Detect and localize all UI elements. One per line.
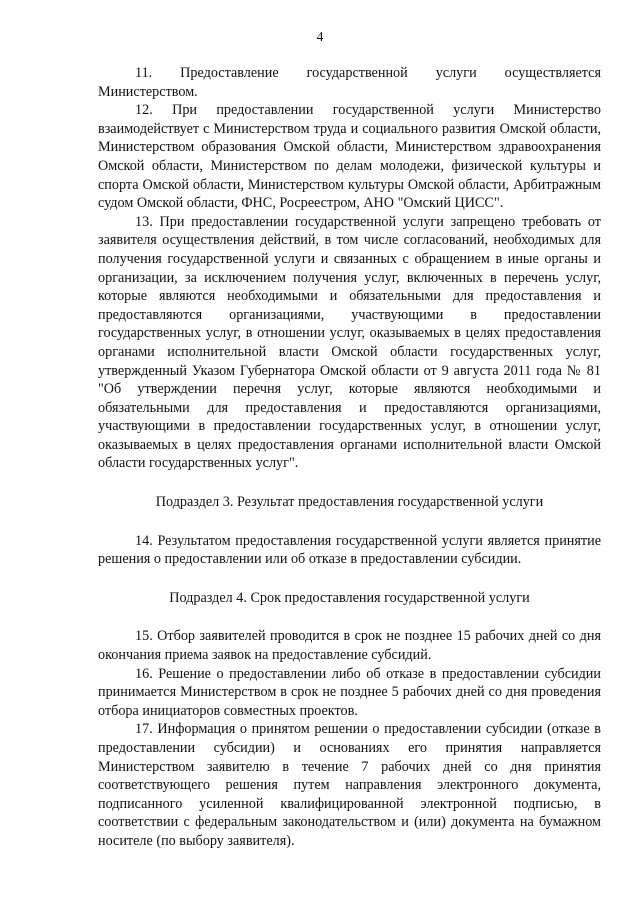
document-body — [98, 64, 601, 851]
page-number: 4 — [316, 29, 324, 44]
paragraph-14: 14. Результатом предоставления государственной услуги является принятие решения о предоставлении или об отказе в предоставлении субсидии. — [98, 532, 601, 568]
subsection-4-heading: Подраздел 4. Срок предоставления государственной услуги — [169, 589, 530, 606]
paragraph-12: 12. При предоставлении государственной услуги Министерство взаимодействует с Министерством труда и социального развития Омской области, Министерством образования Омской области, Министерством здравоохранения Омской области, Министерством по делам молодежи, физической культуры и спорта Омской области, Министерством культуры Омской области, Арбитражным судом Омской области, ФНС, Росреестром, АНО "Омский ЦИСС". — [98, 102, 601, 212]
paragraph-13: 13. При предоставлении государственной услуги запрещено требовать от заявителя осуществления действий, в том числе согласований, необходимых для получения государственной услуги и связанных с обращением в иные органы и организации, за исключением получения услуг, включенных в перечень услуг, которые являются необходимыми и обязательными для предоставления и предоставляются организациями, участвующими в предоставлении государственных услуг, в отношении услуг, оказываемых в целях предоставления органами исполнительной власти Омской области государственных услуг, утвержденный Указом Губернатора Омской области от 9 августа 2011 года № 81 "Об утверждении перечня услуг, которые являются необходимыми и обязательными для предоставления и предоставляются организациями, участвующими в предоставлении государственных услуг, в отношении услуг, оказываемых в целях предоставления органами исполнительной власти Омской области государственных услуг". — [98, 213, 601, 472]
paragraph-15: 15. Отбор заявителей проводится в срок не позднее 15 рабочих дней со дня окончания приема заявок на предоставление субсидий. — [98, 628, 601, 664]
paragraph-16: 16. Решение о предоставлении либо об отказе в предоставлении субсидии принимается Министерством в срок не позднее 5 рабочих дней со дня проведения отбора инициаторов совместных проектов. — [98, 665, 601, 719]
subsection-3-heading: Подраздел 3. Результат предоставления государственной услуги — [155, 494, 544, 511]
paragraph-17: 17. Информация о принятом решении о предоставлении субсидии (отказе в предоставлении субсидии) и основаниях его принятия направляется Министерством заявителю в течение 7 рабочих дней со дня принятия соответствующего решения путем направления электронного документа, подписанного усиленной квалифицированной электронной подписью, в соответствии с федеральным законодательством и (или) документа на бумажном носителе (по выбору заявителя). — [98, 721, 601, 849]
paragraph-11: 11. Предоставление государственной услуги осуществляется Министерством. — [98, 65, 601, 100]
